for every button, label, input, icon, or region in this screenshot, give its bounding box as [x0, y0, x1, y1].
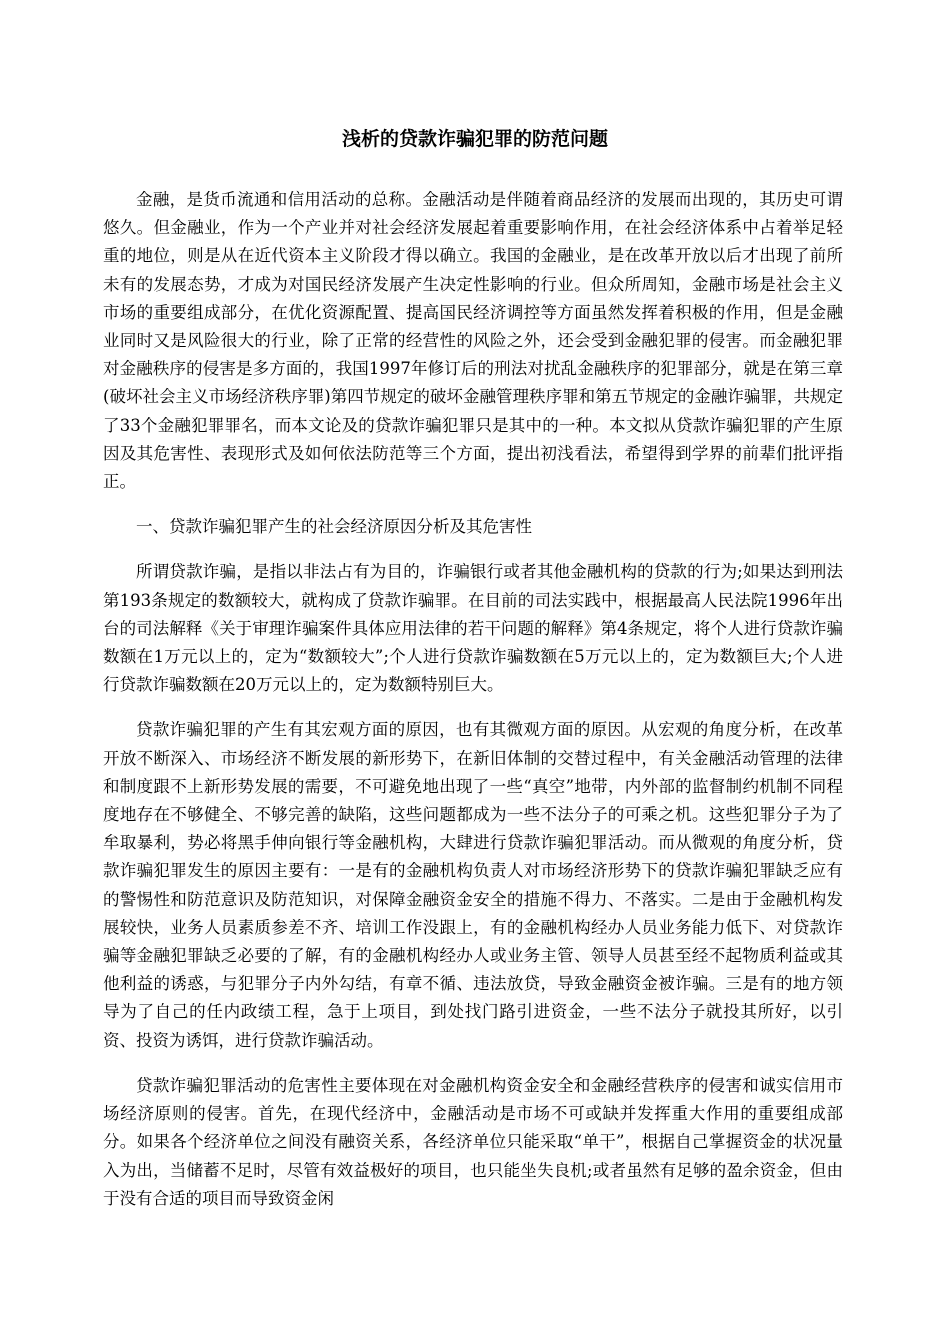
paragraph-harm: 贷款诈骗犯罪活动的危害性主要体现在对金融机构资金安全和金融经营秩序的侵害和诚实信用市场经济原则的侵害。首先，在现代经济中，金融活动是市场不可或缺并发挥重大作用的重要组成部分。如果各个经济单位之间没有融资关系，各经济单位只能采取“单干”，根据自己掌握资金的状况量入为出，当储蓄不足时，尽管有效益极好的项目，也只能坐失良机;或者虽然有足够的盈余资金，但由于没有合适的项目而导致资金闲	[103, 1075, 843, 1208]
paragraph-intro: 金融，是货币流通和信用活动的总称。金融活动是伴随着商品经济的发展而出现的，其历史可谓悠久。但金融业，作为一个产业并对社会经济发展起着重要影响作用，在社会经济体系中占着举足轻重的地位，则是从在近代资本主义阶段才得以确立。我国的金融业，是在改革开放以后才出现了前所未有的发展态势，才成为对国民经济发展产生决定性影响的行业。但众所周知，金融市场是社会主义市场的重要组成部分，在优化资源配置、提高国民经济调控等方面虽然发挥着积极的作用，但是金融业同时又是风险很大的行业，除了正常的经营性的风险之外，还会受到金融犯罪的侵害。而金融犯罪对金融秩序的侵害是多方面的，我国1997年修订后的刑法对扰乱金融秩序的犯罪部分，就是在第三章(破坏社会主义市场经济秩序罪)第四节规定的破坏金融管理秩序罪和第五节规定的金融诈骗罪，共规定了33个金融犯罪罪名，而本文论及的贷款诈骗犯罪只是其中的一种。本文拟从贷款诈骗犯罪的产生原因及其危害性、表现形式及如何依法防范等三个方面，提出初浅看法，希望得到学界的前辈们批评指正。	[103, 190, 843, 492]
paragraph-definition: 所谓贷款诈骗，是指以非法占有为目的，诈骗银行或者其他金融机构的贷款的行为;如果达到刑法第193条规定的数额较大，就构成了贷款诈骗罪。在目前的司法实践中，根据最高人民法院1996年出台的司法解释《关于审理诈骗案件具体应用法律的若干问题的解释》第4条规定，将个人进行贷款诈骗数额在1万元以上的，定为“数额较大”;个人进行贷款诈骗数额在5万元以上的，定为数额巨大;个人进行贷款诈骗数额在20万元以上的，定为数额特别巨大。	[103, 562, 843, 695]
document-title: 浅析的贷款诈骗犯罪的防范问题	[341, 128, 608, 150]
document-body	[103, 186, 843, 1230]
section-heading: 一、贷款诈骗犯罪产生的社会经济原因分析及其危害性	[136, 517, 532, 537]
paragraph-causes: 贷款诈骗犯罪的产生有其宏观方面的原因，也有其微观方面的原因。从宏观的角度分析，在改革开放不断深入、市场经济不断发展的新形势下，在新旧体制的交替过程中，有关金融活动管理的法律和制度跟不上新形势发展的需要，不可避免地出现了一些“真空”地带，内外部的监督制约机制不同程度地存在不够健全、不够完善的缺陷，这些问题都成为一些不法分子的可乘之机。这些犯罪分子为了牟取暴利，势必将黑手伸向银行等金融机构，大肆进行贷款诈骗犯罪活动。而从微观的角度分析，贷款诈骗犯罪发生的原因主要有：一是有的金融机构负责人对市场经济形势下的贷款诈骗犯罪缺乏应有的警惕性和防范意识及防范知识，对保障金融资金安全的措施不得力、不落实。二是由于金融机构发展较快，业务人员素质参差不齐、培训工作没跟上，有的金融机构经办人员业务能力低下、对贷款诈骗等金融犯罪缺乏必要的了解，有的金融机构经办人或业务主管、领导人员甚至经不起物质利益或其他利益的诱惑，与犯罪分子内外勾结，有章不循、违法放贷，导致金融资金被诈骗。三是有的地方领导为了自己的任内政绩工程，急于上项目，到处找门路引进资金，一些不法分子就投其所好，以引资、投资为诱饵，进行贷款诈骗活动。	[103, 720, 843, 1050]
